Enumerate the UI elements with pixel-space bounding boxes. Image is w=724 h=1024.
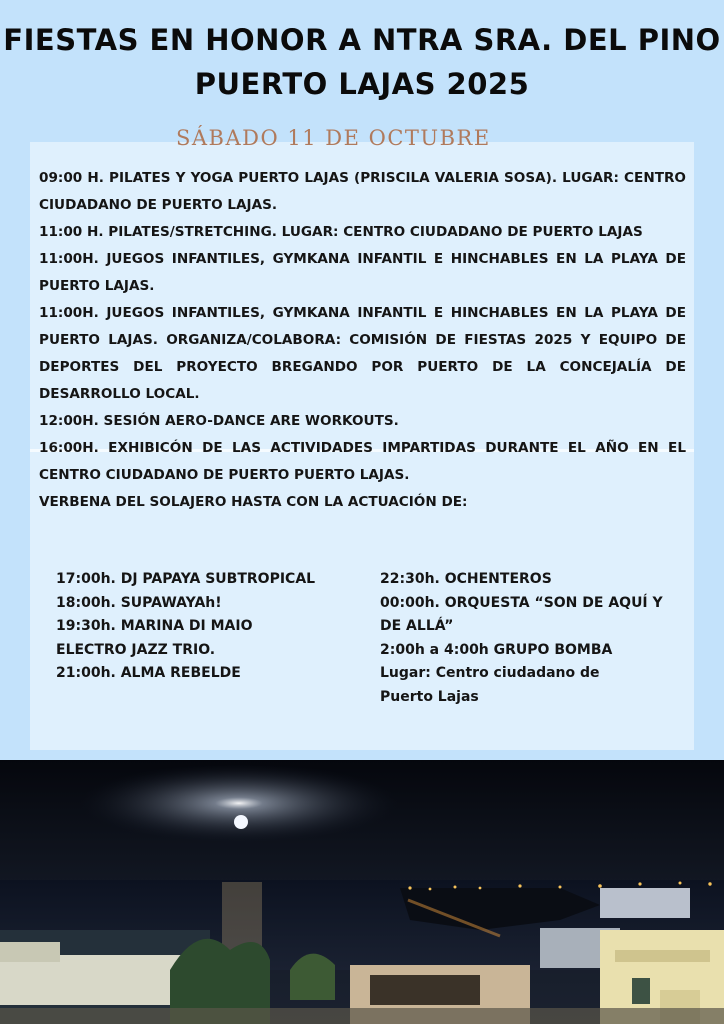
event-item: 16:00H. EXHIBICÓN DE LAS ACTIVIDADES IMPARTIDAS DURANTE EL AÑO EN EL CENTRO CIUDADANO DE PUERTO PUERTO LAJAS. <box>39 440 686 483</box>
event-item: 11:00H. JUEGOS INFANTILES, GYMKANA INFANTIL E HINCHABLES EN LA PLAYA DE PUERTO LAJAS. <box>39 251 686 294</box>
title-line-1: FIESTAS EN HONOR A NTRA SRA. DEL PINO <box>3 23 721 57</box>
event-item: VERBENA DEL SOLAJERO HASTA CON LA ACTUACIÓN DE: <box>39 494 468 510</box>
event-item: 09:00 H. PILATES Y YOGA PUERTO LAJAS (PRISCILA VALERIA SOSA). LUGAR: CENTRO CIUDADANO DE PUERTO LAJAS. <box>39 170 686 213</box>
lineup-item: DE ALLÁ” <box>380 618 454 634</box>
venue-line: Puerto Lajas <box>380 688 479 705</box>
lineup-item: 22:30h. OCHENTEROS <box>380 571 552 587</box>
event-item: 11:00H. JUEGOS INFANTILES, GYMKANA INFANTIL E HINCHABLES EN LA PLAYA DE PUERTO LAJAS. ORGANIZA/COLABORA: COMISIÓN DE FIESTAS 2025 Y EQUIPO DE DEPORTES DEL PROYECTO BREGANDO POR PUERTO DE LA CONCEJALÍA DE DESARROLLO LOCAL. <box>39 305 686 402</box>
poster-title <box>0 18 724 106</box>
venue-line: Lugar: Centro ciudadano de <box>380 665 600 681</box>
lineup-item: 00:00h. ORQUESTA “SON DE AQUÍ Y <box>380 594 663 611</box>
lineup-item: ELECTRO JAZZ TRIO. <box>56 641 216 658</box>
event-item: 11:00 H. PILATES/STRETCHING. LUGAR: CENTRO CIUDADANO DE PUERTO LAJAS <box>39 224 643 240</box>
event-date: SÁBADO 11 DE OCTUBRE <box>176 126 491 150</box>
event-list <box>39 165 686 516</box>
lineup-item: 17:00h. DJ PAPAYA SUBTROPICAL <box>56 571 316 587</box>
lineup-item: 2:00h a 4:00h GRUPO BOMBA <box>380 641 613 658</box>
lineup-left-column <box>56 568 356 686</box>
title-line-2: PUERTO LAJAS 2025 <box>194 67 530 101</box>
night-harbor-illustration <box>0 760 724 1024</box>
lineup-item: 21:00h. ALMA REBELDE <box>56 665 241 681</box>
lineup-item: 19:30h. MARINA DI MAIO <box>56 618 253 634</box>
event-item: 12:00H. SESIÓN AERO-DANCE ARE WORKOUTS. <box>39 413 399 429</box>
night-harbor-photo <box>0 760 724 1024</box>
lineup-right-column <box>380 568 700 709</box>
lineup-item: 18:00h. SUPAWAYAh! <box>56 594 222 611</box>
